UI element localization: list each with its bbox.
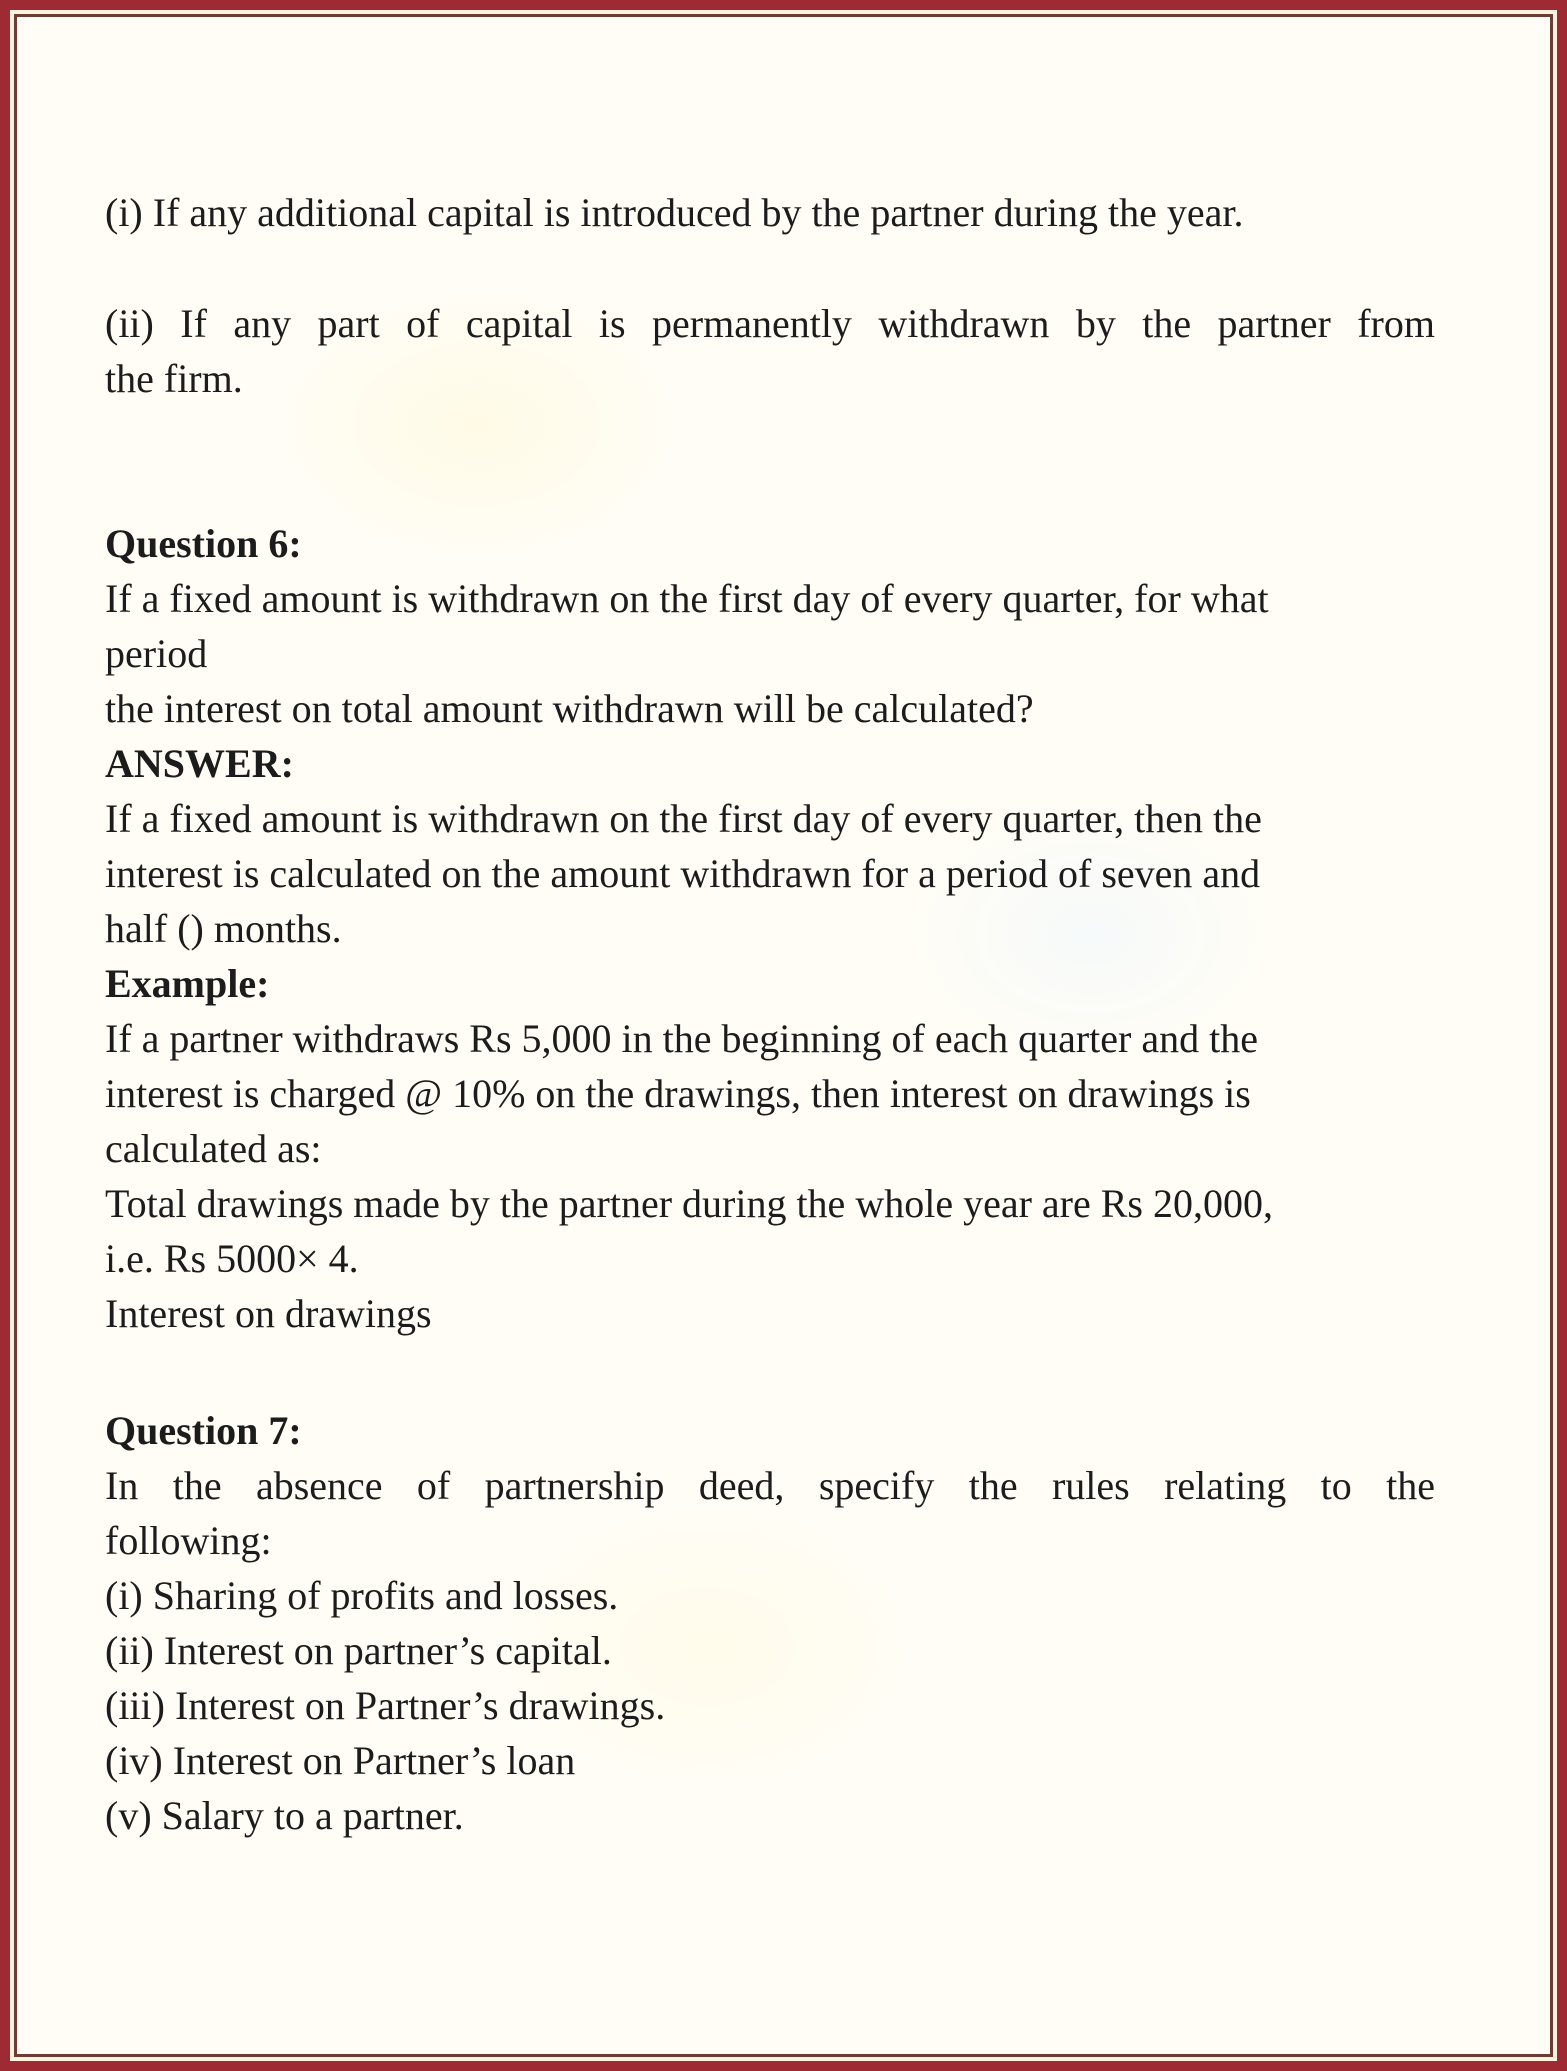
list-item: (i) Sharing of profits and losses. xyxy=(105,1573,619,1618)
answer-label: ANSWER: xyxy=(105,741,294,786)
text-line: Interest on drawings xyxy=(105,1291,432,1336)
text-line: the interest on total amount withdrawn will be calculated? xyxy=(105,686,1034,731)
text-line: calculated as: xyxy=(105,1126,322,1171)
text-line: Total drawings made by the partner during the whole year are Rs 20,000, xyxy=(105,1181,1273,1226)
paragraph-additional-capital xyxy=(105,185,1435,240)
text-line: period xyxy=(105,631,208,676)
text-line: If a fixed amount is withdrawn on the first day of every quarter, then the xyxy=(105,796,1262,841)
text-line: half () months. xyxy=(105,906,342,951)
text-line: the firm. xyxy=(105,356,243,401)
question-6-section xyxy=(105,516,1435,1341)
text-line: (ii) If any part of capital is permanently withdrawn by the partner from xyxy=(105,301,1435,346)
list-item: (iii) Interest on Partner’s drawings. xyxy=(105,1683,666,1728)
paragraph-capital-withdrawn xyxy=(105,296,1435,406)
text-line: In the absence of partnership deed, specify the rules relating to the xyxy=(105,1463,1435,1508)
example-label: Example: xyxy=(105,961,270,1006)
question-7-section xyxy=(105,1403,1435,1843)
list-item: (v) Salary to a partner. xyxy=(105,1793,464,1838)
document-page xyxy=(14,14,1553,2057)
text-line: (i) If any additional capital is introduced by the partner during the year. xyxy=(105,190,1244,235)
list-item: (iv) Interest on Partner’s loan xyxy=(105,1738,576,1783)
page-content xyxy=(17,17,1550,1843)
question-6-heading: Question 6: xyxy=(105,521,302,566)
text-line: interest is calculated on the amount withdrawn for a period of seven and xyxy=(105,851,1261,896)
text-line: If a partner withdraws Rs 5,000 in the beginning of each quarter and the xyxy=(105,1016,1258,1061)
list-item: (ii) Interest on partner’s capital. xyxy=(105,1628,612,1673)
text-line: i.e. Rs 5000× 4. xyxy=(105,1236,359,1281)
text-line: following: xyxy=(105,1518,272,1563)
text-line: If a fixed amount is withdrawn on the first day of every quarter, for what xyxy=(105,576,1269,621)
question-7-heading: Question 7: xyxy=(105,1408,302,1453)
text-line: interest is charged @ 10% on the drawings, then interest on drawings is xyxy=(105,1071,1251,1116)
